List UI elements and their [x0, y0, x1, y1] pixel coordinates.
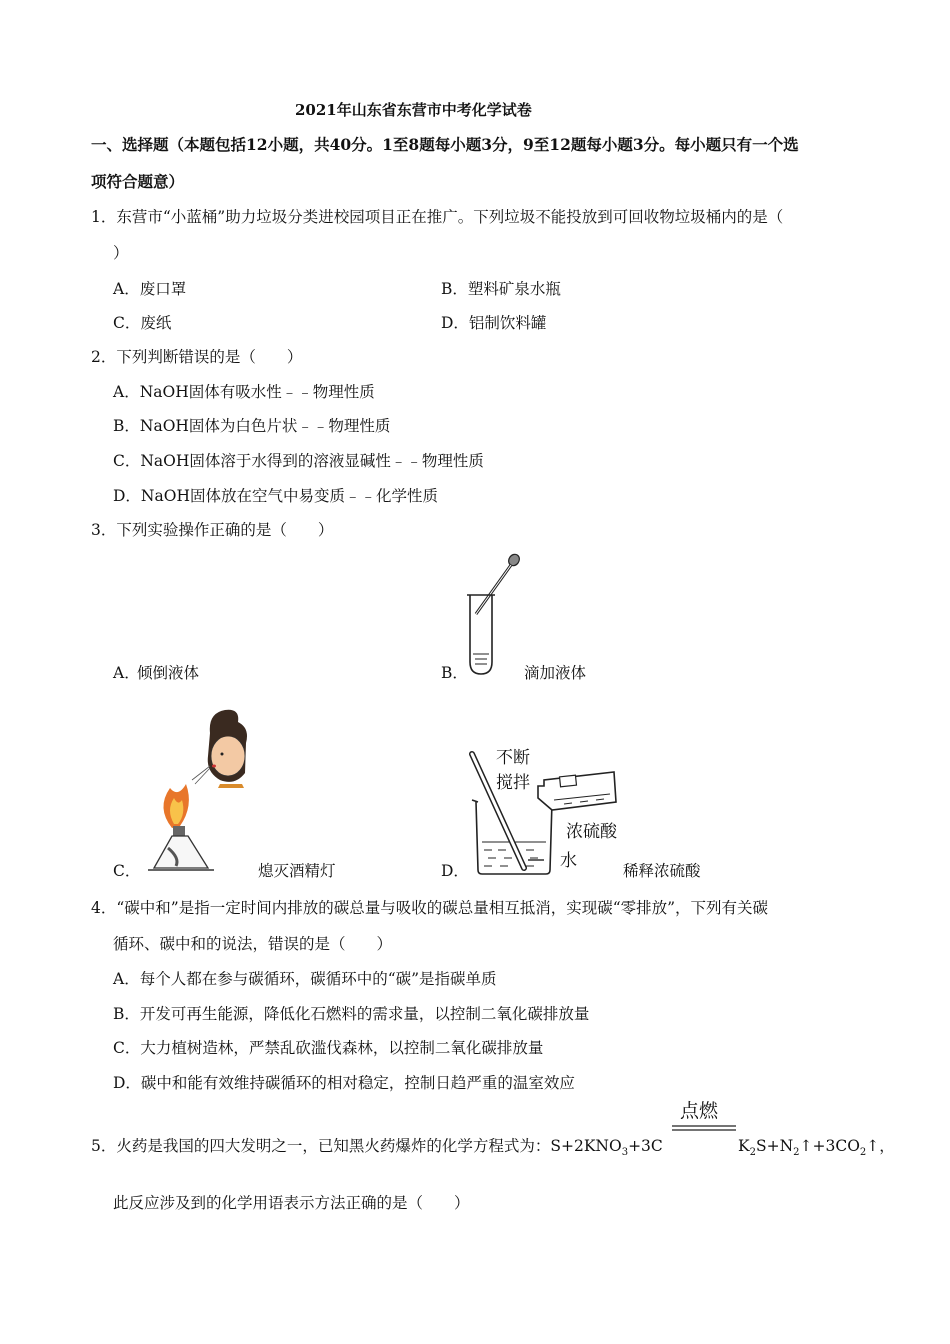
q5-reactant-c: +3C [628, 1137, 663, 1155]
q5-reaction-condition: 点燃 [680, 1100, 719, 1122]
q5-stem-left: 5．火药是我国的四大发明之一，已知黑火药爆炸的化学方程式为：S+2KNO [91, 1137, 622, 1155]
q4-option-c: C．大力植树造林，严禁乱砍滥伐森林，以控制二氧化碳排放量 [113, 1039, 544, 1057]
q1-stem-line1: 1．东营市“小蓝桶”助力垃圾分类进校园项目正在推广。下列垃圾不能投放到可回收物垃圾桶内的是（ [91, 208, 784, 226]
q4-option-b: B．开发可再生能源，降低化石燃料的需求量，以控制二氧化碳排放量 [113, 1005, 590, 1023]
q2-option-a: A．NaOH固体有吸水性﹣﹣物理性质 [113, 383, 375, 401]
q5-sub-2a: 2 [749, 1147, 756, 1159]
q4-stem-line1: 4．“碳中和”是指一定时间内排放的碳总量与吸收的碳总量相互抵消，实现碳“零排放”，下列有关碳 [91, 899, 769, 917]
q5-products [738, 1136, 895, 1163]
section-heading-line2: 项符合题意） [91, 172, 185, 191]
q1-option-d: D．铝制饮料罐 [441, 314, 547, 332]
q5-reaction-arrow [672, 1125, 736, 1131]
q2-option-d: D．NaOH固体放在空气中易变质﹣﹣化学性质 [113, 487, 438, 505]
q3-option-c-letter: C． [113, 862, 141, 880]
q3-option-c-text: 熄灭酒精灯 [258, 862, 336, 880]
q3-option-d-letter: D． [441, 862, 469, 880]
q5-product-k: K [738, 1137, 750, 1155]
q5-product-up2: ↑， [866, 1137, 895, 1155]
q5-sub-2c: 2 [859, 1147, 867, 1159]
q3-option-d-text: 稀释浓硫酸 [623, 862, 701, 880]
q3-figure-label-stir1: 不断 [496, 748, 530, 768]
q5-sub-2b: 2 [793, 1147, 800, 1159]
q3-figure-blowing-lamp [140, 708, 275, 878]
q3-option-a-letter: A． [113, 664, 140, 682]
q2-option-b: B．NaOH固体为白色片状﹣﹣物理性质 [113, 417, 391, 435]
q3-option-a-text: 倾倒液体 [137, 664, 200, 682]
q4-option-d: D．碳中和能有效维持碳循环的相对稳定，控制日趋严重的温室效应 [113, 1074, 575, 1092]
q5-stem-line2: 此反应涉及到的化学用语表示方法正确的是（ ） [113, 1194, 470, 1212]
q5-product-s: S+N [755, 1137, 794, 1155]
q3-option-b-letter: B． [441, 664, 468, 682]
q3-figure-label-water: 水 [560, 851, 577, 871]
q2-stem: 2．下列判断错误的是（ ） [91, 348, 303, 366]
page-title: 2021年山东省东营市中考化学试卷 [295, 101, 532, 119]
section-heading-line1: 一、选择题（本题包括12小题，共40分。1至8题每小题3分，9至12题每小题3分。每小题只有一个选 [91, 135, 799, 154]
q4-stem-line2: 循环、碳中和的说法，错误的是（ ） [113, 935, 393, 953]
q4-option-a: A．每个人都在参与碳循环，碳循环中的“碳”是指碳单质 [113, 970, 497, 988]
q3-figure-dropper-test-tube [462, 550, 532, 680]
q1-option-a: A．废口罩 [113, 280, 187, 298]
q3-stem: 3．下列实验操作正确的是（ ） [91, 521, 334, 539]
q5-product-up1: ↑+3CO [799, 1137, 860, 1155]
q3-option-b-text: 滴加液体 [524, 664, 587, 682]
q1-option-c: C．废纸 [113, 314, 172, 332]
q1-stem-line2: ） [113, 244, 129, 262]
q3-figure-label-stir2: 搅拌 [496, 773, 530, 793]
q5-sub-3: 3 [621, 1147, 629, 1159]
q3-figure-label-acid: 浓硫酸 [566, 822, 617, 842]
q1-option-b: B．塑料矿泉水瓶 [441, 280, 561, 298]
q3-figure-dilution [464, 740, 644, 880]
q5-equation [91, 1136, 663, 1163]
q2-option-c: C．NaOH固体溶于水得到的溶液显碱性﹣﹣物理性质 [113, 452, 484, 470]
